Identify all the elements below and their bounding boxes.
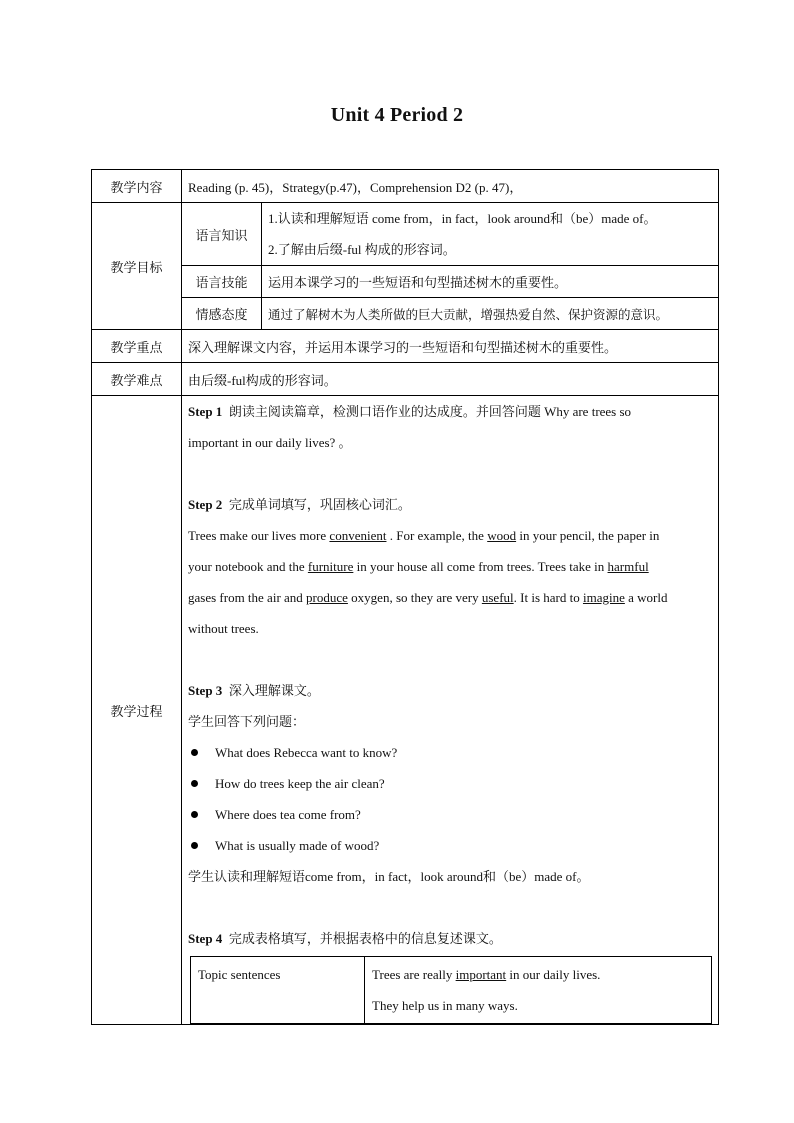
- passage-line-2: [188, 551, 712, 582]
- summary-row: [191, 957, 712, 1024]
- knowledge-item-1: 1.认读和理解短语 come from，in fact，look around和（be）made of。: [268, 211, 657, 226]
- summary-table: [190, 956, 712, 1024]
- answer-convenient: convenient: [329, 528, 387, 543]
- attitude-value: 通过了解树木为人类所做的巨大贡献，增强热爱自然、保护资源的意识。: [262, 298, 719, 330]
- step1-text: 朗读主阅读篇章，检测口语作业的达成度。并回答问题 Why are trees so: [228, 404, 632, 419]
- skills-label: 语言技能: [182, 266, 262, 298]
- answer-produce: produce: [306, 590, 348, 605]
- knowledge-label: 语言知识: [182, 203, 262, 266]
- step2-text: 完成单词填写，巩固核心词汇。: [228, 497, 411, 512]
- process-content: [182, 396, 719, 1025]
- question-item: Where does tea come from?: [188, 799, 712, 830]
- answer-useful: useful: [481, 590, 514, 605]
- answer-harmful: harmful: [607, 559, 649, 574]
- row-process: [92, 396, 719, 1025]
- passage-text: your notebook and the: [188, 559, 308, 574]
- answer-imagine: imagine: [582, 590, 625, 605]
- step4-label: Step 4: [188, 931, 223, 946]
- passage-text: gases from the air and: [188, 590, 307, 605]
- focus-label: 教学重点: [92, 330, 182, 363]
- step2-line: [188, 489, 712, 520]
- passage-text: oxygen, so they are very: [347, 590, 482, 605]
- topic-sentences-label: Topic sentences: [191, 957, 365, 1024]
- row-knowledge: [92, 203, 719, 266]
- topic-sentences-value: [365, 957, 712, 1024]
- step2-label: Step 2: [188, 497, 223, 512]
- question-item: What does Rebecca want to know?: [188, 737, 712, 768]
- row-attitude: [92, 298, 719, 330]
- step4-line: [188, 923, 712, 954]
- step3-intro: 学生回答下列问题：: [188, 714, 306, 729]
- passage-text: in your house all come from trees. Trees take in: [353, 559, 608, 574]
- step3-line: [188, 675, 712, 706]
- knowledge-value: [262, 203, 719, 266]
- attitude-label: 情感态度: [182, 298, 262, 330]
- topic-text: Trees are really: [372, 967, 456, 982]
- step4-text: 完成表格填写，并根据表格中的信息复述课文。: [228, 931, 502, 946]
- skills-value: 运用本课学习的一些短语和句型描述树木的重要性。: [262, 266, 719, 298]
- row-skills: [92, 266, 719, 298]
- question-item: What is usually made of wood?: [188, 830, 712, 861]
- page-title: Unit 4 Period 2: [330, 104, 464, 126]
- row-difficulty: [92, 363, 719, 396]
- step1-cont: important in our daily lives? 。: [188, 435, 352, 450]
- passage-line-1: [188, 520, 712, 551]
- question-item: How do trees keep the air clean?: [188, 768, 712, 799]
- knowledge-item-2: 2.了解由后缀-ful 构成的形容词。: [268, 242, 456, 257]
- passage-text: . For example, the: [386, 528, 488, 543]
- difficulty-label: 教学难点: [92, 363, 182, 396]
- topic-line-1: [372, 959, 704, 990]
- difficulty-value: 由后缀-ful构成的形容词。: [182, 363, 719, 396]
- step1-line: [188, 396, 712, 427]
- passage-text: in your pencil, the paper in: [516, 528, 660, 543]
- row-focus: [92, 330, 719, 363]
- topic-text: in our daily lives.: [506, 967, 601, 982]
- topic-line-2: They help us in many ways.: [372, 998, 518, 1013]
- passage-text: Trees make our lives more: [188, 528, 330, 543]
- goals-label: 教学目标: [92, 203, 182, 330]
- answer-furniture: furniture: [307, 559, 354, 574]
- step3-label: Step 3: [188, 683, 223, 698]
- row-content: [92, 170, 719, 203]
- content-label: 教学内容: [92, 170, 182, 203]
- step3-outro: 学生认读和理解短语come from，in fact，look around和（be）made of。: [188, 869, 590, 884]
- answer-wood: wood: [487, 528, 517, 543]
- passage-line-4: without trees.: [188, 621, 259, 636]
- passage-text: a world: [624, 590, 668, 605]
- step3-text: 深入理解课文。: [228, 683, 320, 698]
- step1-label: Step 1: [188, 404, 223, 419]
- content-value: Reading (p. 45)，Strategy(p.47)，Comprehension D2 (p. 47)，: [182, 170, 719, 203]
- passage-line-3: [188, 582, 712, 613]
- lesson-plan-table: [91, 169, 719, 1025]
- focus-value: 深入理解课文内容，并运用本课学习的一些短语和句型描述树木的重要性。: [182, 330, 719, 363]
- answer-important: important: [455, 967, 507, 982]
- passage-text: . It is hard to: [513, 590, 583, 605]
- process-label: 教学过程: [92, 396, 182, 1025]
